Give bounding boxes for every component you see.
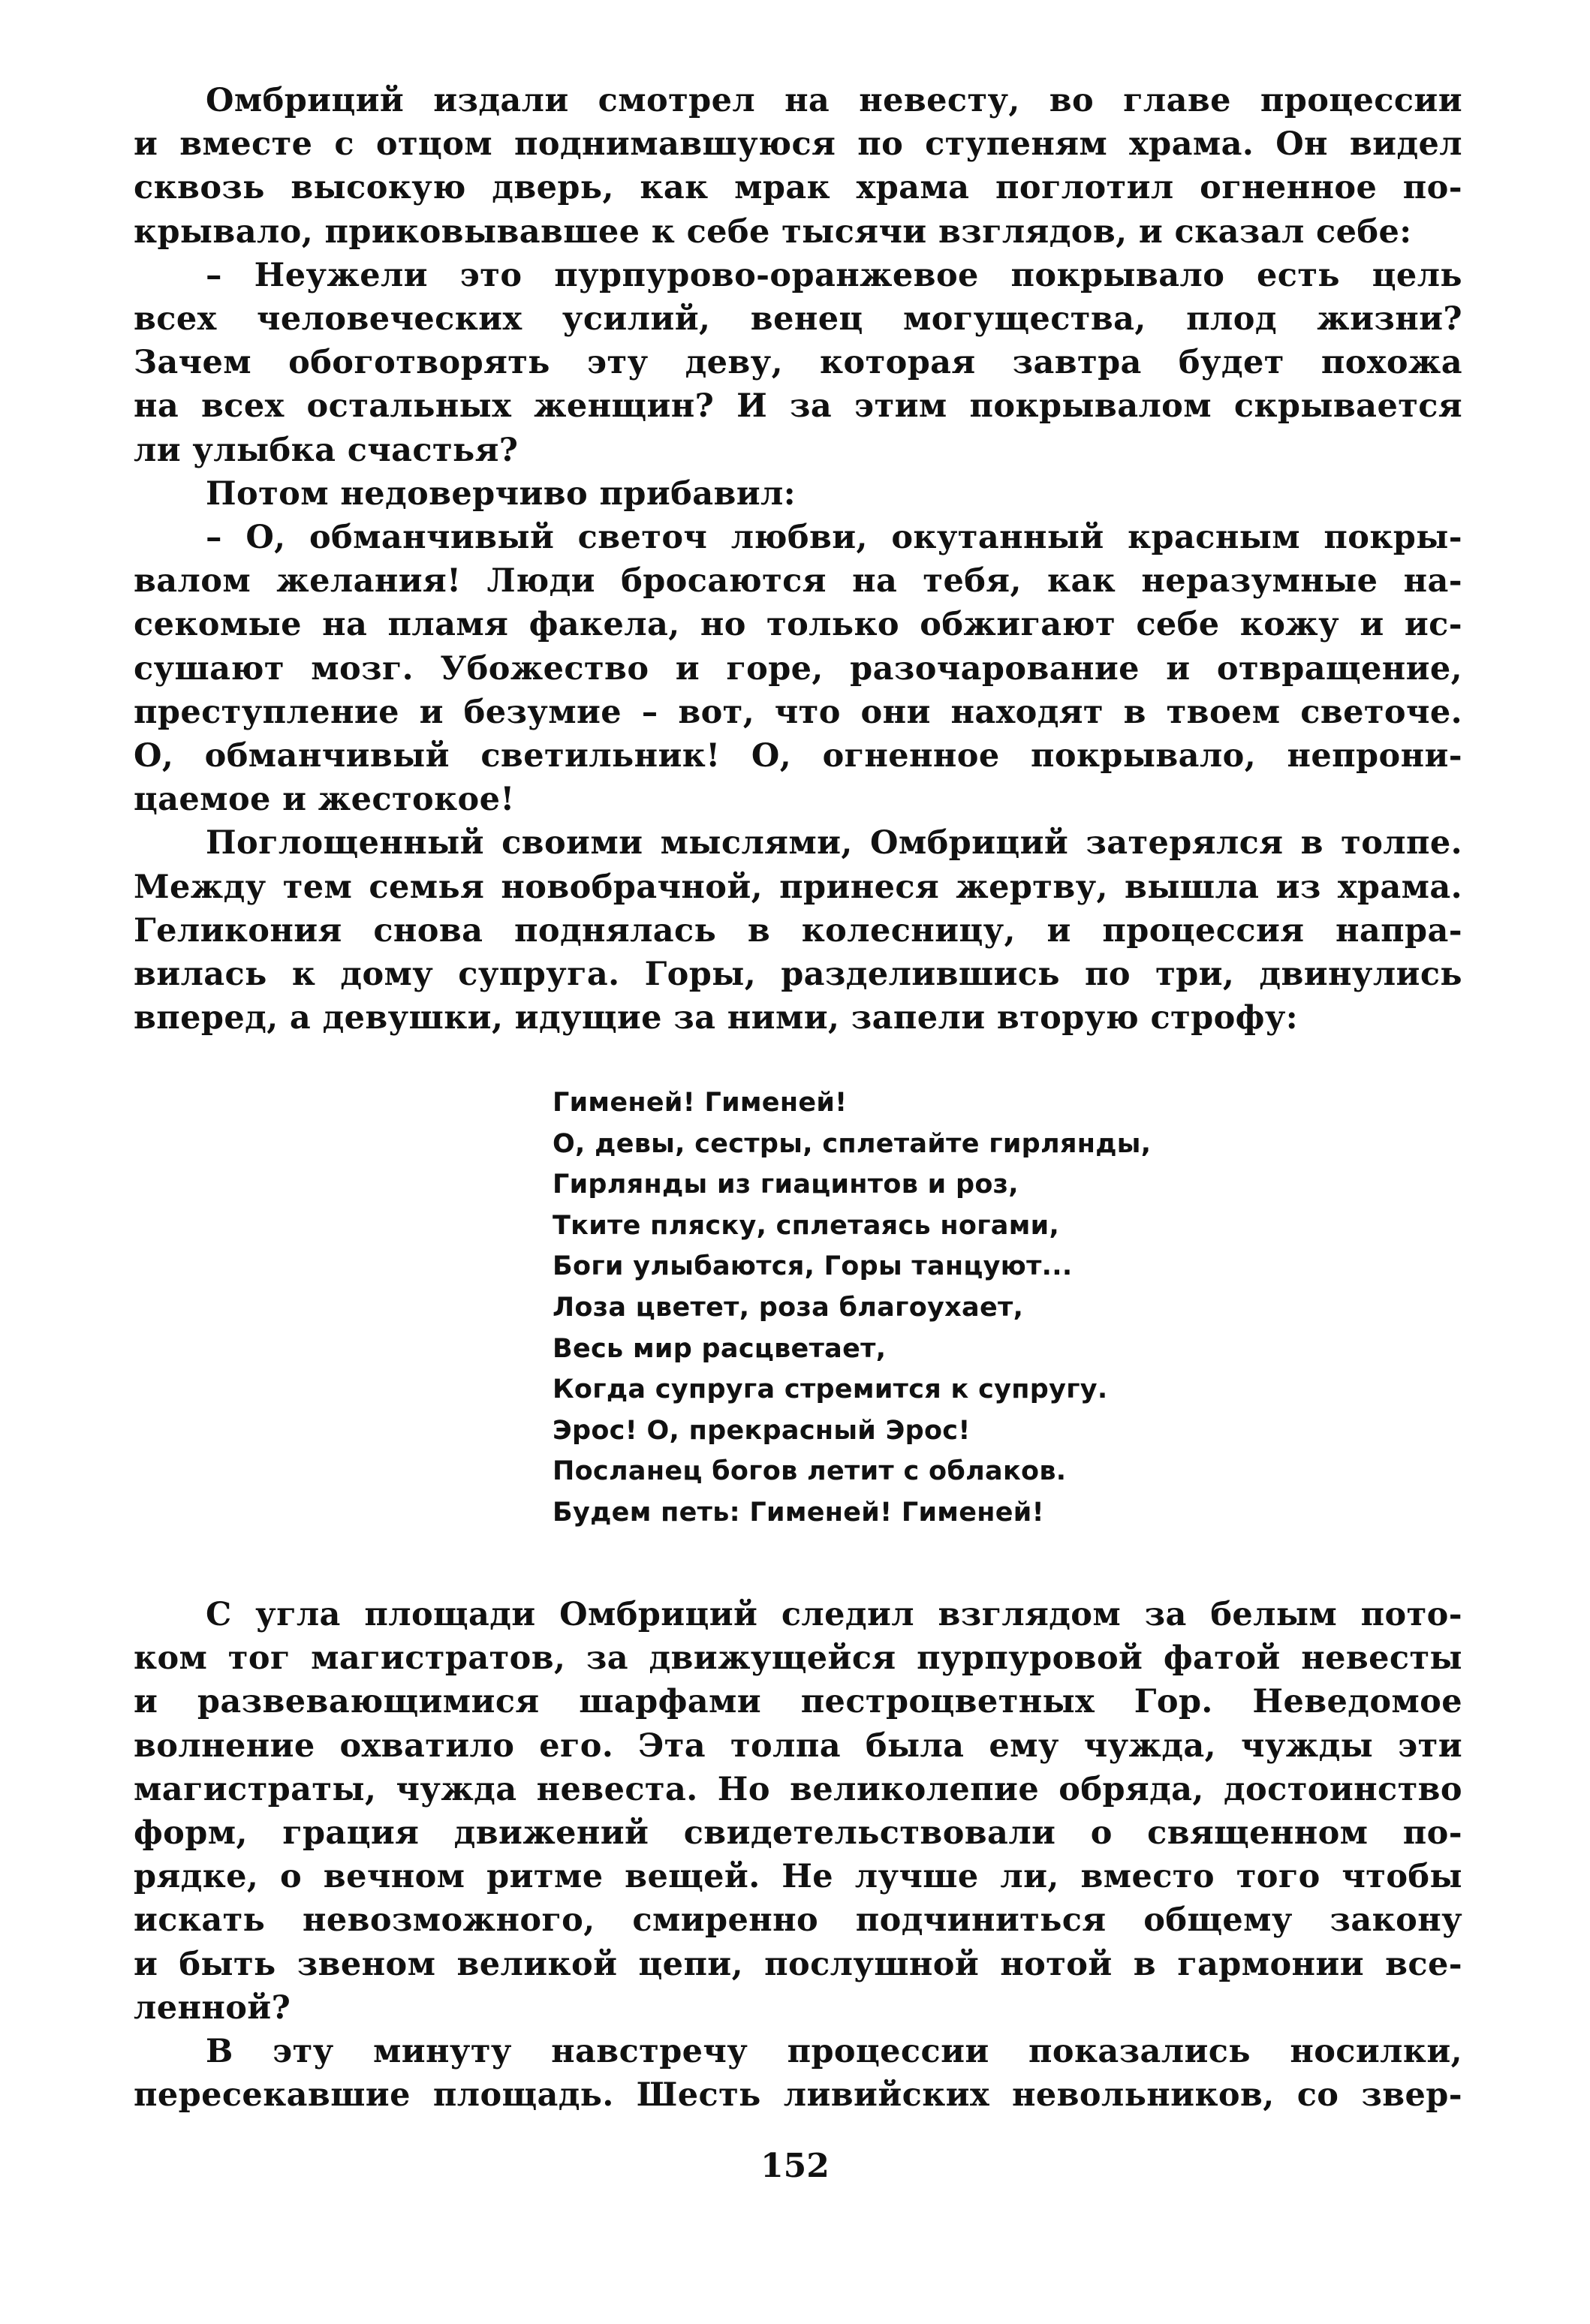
text-line: сквозь высокую дверь, как мрак храма поглотил огненное по-	[134, 169, 1462, 207]
text-line: форм, грация движений свидетельствовали о священном по-	[134, 1814, 1462, 1853]
text-line: Омбриций издали смотрел на невесту, во главе процессии	[206, 82, 1462, 119]
poem-line: Будем петь: Гименей! Гименей!	[553, 1497, 1044, 1528]
text-line: С угла площади Омбриций следил взглядом за белым пото-	[206, 1596, 1462, 1633]
text-line: искать невозможного, смиренно подчиниться общему закону	[134, 1901, 1462, 1940]
poem-line: О, девы, сестры, сплетайте гирлянды,	[553, 1128, 1152, 1159]
text-line: ли улыбка счастья?	[134, 431, 519, 469]
text-line: Поглощенный своими мыслями, Омбриций затерялся в толпе.	[206, 824, 1462, 862]
text-line: волнение охватило его. Эта толпа была ему чужда, чужды эти	[134, 1726, 1462, 1765]
text-line: вилась к дому супруга. Горы, разделившись по три, двинулись	[134, 956, 1462, 994]
text-line: ленной?	[134, 1988, 291, 2027]
text-line: валом желания! Люди бросаются на тебя, как неразумные на-	[134, 562, 1462, 601]
text-line: секомые на пламя факела, но только обжигают себе кожу и ис-	[134, 606, 1462, 644]
text-line: Зачем обоготворять эту деву, которая завтра будет похожа	[134, 344, 1462, 382]
poem-line: Когда супруга стремится к супругу.	[553, 1374, 1108, 1405]
text-line: Между тем семья новобрачной, принеся жертву, вышла из храма.	[134, 868, 1462, 906]
poem-line: Тките пляску, сплетаясь ногами,	[553, 1210, 1060, 1241]
text-line: рядке, о вечном ритме вещей. Не лучше ли, вместо того чтобы	[134, 1858, 1462, 1896]
text-line: магистраты, чужда невеста. Но великолепие обряда, достоинство	[134, 1770, 1462, 1808]
text-line: В эту минуту навстречу процессии показались носилки,	[206, 2033, 1462, 2071]
poem-line: Посланец богов летит с облаков.	[553, 1456, 1067, 1487]
text-line: преступление и безумие – вот, что они находят в твоем светоче.	[134, 693, 1462, 731]
text-line: крывало, приковывавшее к себе тысячи взглядов, и сказал себе:	[134, 212, 1412, 251]
text-line: и развевающимися шарфами пестроцветных Гор. Неведомое	[134, 1683, 1462, 1721]
poem-line: Весь мир расцветает,	[553, 1333, 887, 1364]
text-line: вперед, а девушки, идущие за ними, запели вторую строфу:	[134, 999, 1299, 1037]
poem-stanza	[553, 1082, 1228, 1534]
text-line: О, обманчивый светильник! О, огненное покрывало, непрони-	[134, 737, 1462, 775]
poem-line: Боги улыбаются, Горы танцуют...	[553, 1251, 1073, 1282]
poem-line: Гирлянды из гиацинтов и роз,	[553, 1170, 1019, 1200]
text-line: цаемое и жестокое!	[134, 781, 515, 819]
text-line: всех человеческих усилий, венец могущества, плод жизни?	[134, 300, 1462, 339]
text-line: сушают мозг. Убожество и горе, разочарование и отвращение,	[134, 649, 1462, 688]
text-line: – О, обманчивый светоч любви, окутанный красным покры-	[206, 519, 1462, 557]
poem-line: Эрос! О, прекрасный Эрос!	[553, 1415, 971, 1446]
text-line: пересекавшие площадь. Шесть ливийских невольников, со звер-	[134, 2076, 1462, 2115]
text-line: на всех остальных женщин? И за этим покрывалом скрывается	[134, 387, 1462, 426]
prose-block-top	[134, 79, 1462, 1040]
text-line: и вместе с отцом поднимавшуюся по ступеням храма. Он видел	[134, 125, 1462, 164]
text-line: и быть звеном великой цепи, послушной нотой в гармонии все-	[134, 1945, 1462, 1983]
text-line: – Неужели это пурпурово-оранжевое покрывало есть цель	[206, 256, 1462, 294]
text-line: ком тог магистратов, за движущейся пурпуровой фатой невесты	[134, 1639, 1462, 1678]
poem-line: Гименей! Гименей!	[553, 1088, 848, 1118]
text-line: Геликония снова поднялась в колесницу, и процессия напра-	[134, 911, 1462, 950]
prose-block-bottom	[134, 1593, 1462, 2117]
page-number: 152	[760, 2147, 830, 2185]
poem-line: Лоза цветет, роза благоухает,	[553, 1292, 1024, 1323]
text-line: Потом недоверчиво прибавил:	[206, 474, 797, 513]
